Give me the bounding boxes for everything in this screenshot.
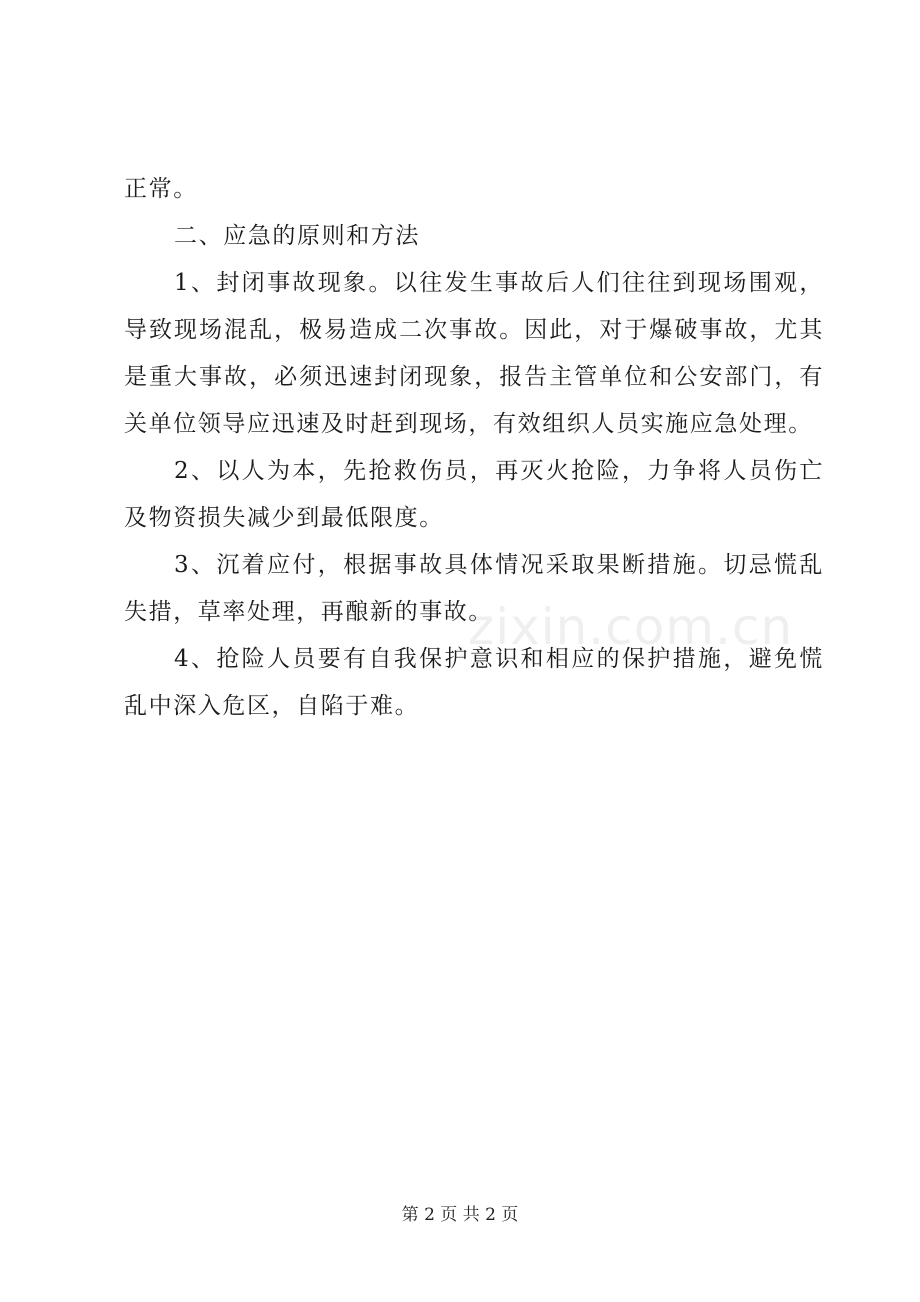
paragraph-item-2: 2、以人为本，先抢救伤员，再灭火抢险，力争将人员伤亡及物资损失减少到最低限度。 (124, 458, 824, 531)
paragraph-item-1: 1、封闭事故现象。以往发生事故后人们往往到现场围观，导致现场混乱，极易造成二次事故。因此，对于爆破事故，尤其是重大事故，必须迅速封闭现象，报告主管单位和公安部门，有关单位领导应迅速及时赶到现场，有效组织人员实施应急处理。 (124, 270, 824, 437)
paragraph-continuation: 正常。 (124, 176, 198, 202)
document-body (124, 166, 824, 730)
watermark: zixin.com.cn (468, 598, 794, 656)
page-footer: 第 2 页 共 2 页 (401, 1205, 519, 1225)
paragraph-item-3: 3、沉着应付，根据事故具体情况采取果断措施。切忌慌乱失措，草率处理，再酿新的事故。 (124, 552, 824, 625)
section-heading: 二、应急的原则和方法 (174, 223, 420, 249)
paragraph-item-4: 4、抢险人员要有自我保护意识和相应的保护措施，避免慌乱中深入危区，自陷于难。 (124, 646, 824, 719)
